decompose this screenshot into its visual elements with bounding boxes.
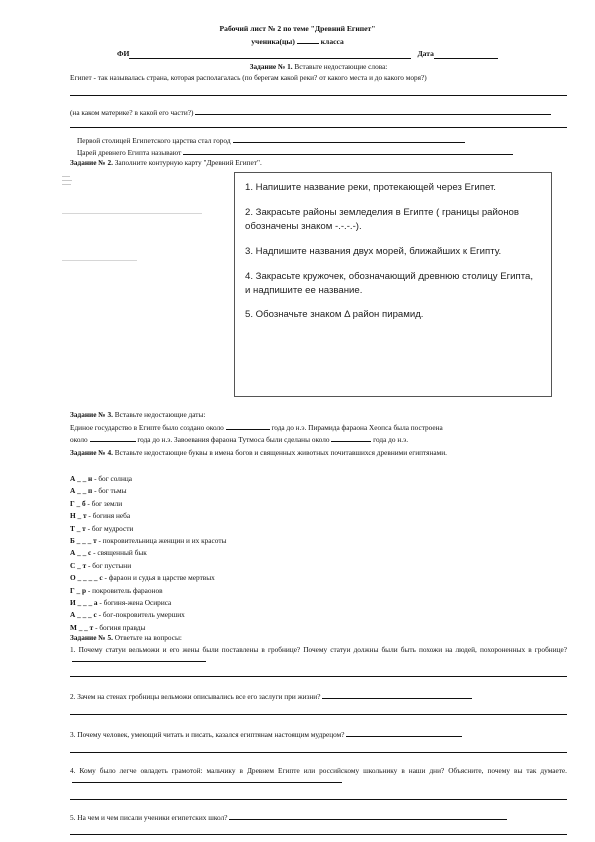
student-class-line: ученика(цы) класса <box>251 37 344 46</box>
question-2: 2. Зачем на стенах гробницы вельможи описывались все его заслуги при жизни? <box>70 691 567 701</box>
list-item[interactable]: Г _ р - покровитель фараонов <box>70 585 163 595</box>
task1-text4: Царей древнего Египта называют <box>77 147 574 157</box>
answer-line[interactable] <box>70 127 567 128</box>
question-4: 4. Кому было легче овладеть грамотой: мальчику в Древнем Египте или российскому школьнику в наши дни? Объясните, почему вы так думаете. <box>70 766 567 786</box>
gods-list <box>70 474 370 635</box>
answer-blank[interactable] <box>346 729 462 737</box>
task1-text3: Первой столицей Египетского царства стал город <box>77 135 574 145</box>
list-item[interactable]: А _ _ с - священный бык <box>70 548 147 558</box>
worksheet-title: Рабочий лист № 2 по теме "Древний Египет" <box>219 24 376 33</box>
answer-line[interactable] <box>70 834 567 835</box>
answer-blank[interactable] <box>72 775 342 783</box>
task1-title: Задание № 1. Вставьте недостающие слова: <box>249 62 388 71</box>
list-item[interactable]: И _ _ _ а - богиня-жена Осириса <box>70 597 172 607</box>
contour-map-image <box>62 172 212 282</box>
date-blank-3[interactable] <box>331 434 371 442</box>
capital-blank[interactable] <box>233 135 465 143</box>
map-task-2: 2. Закрасьте районы земледелия в Египте ( границы районов обозначены знаком -.-.-.-). <box>245 206 519 232</box>
answer-line[interactable] <box>70 714 567 715</box>
fio-blank[interactable] <box>129 49 411 59</box>
list-item[interactable]: Т _ т - бог мудрости <box>70 523 134 533</box>
date-blank-2[interactable] <box>90 434 136 442</box>
list-item[interactable]: А _ _ _ с - бог-покровитель умерших <box>70 610 185 620</box>
fio-label: ФИ <box>117 49 130 58</box>
list-item[interactable]: Н _ т - богиня неба <box>70 511 131 521</box>
answer-blank[interactable] <box>229 812 507 820</box>
question-3: 3. Почему человек, умеющий читать и писать, казался египтянам настоящим мудрецом? <box>70 729 567 739</box>
list-item[interactable]: Г _ б - бог земли <box>70 498 123 508</box>
list-item[interactable]: А _ _ н - бог солнца <box>70 474 132 483</box>
task1-text1: Египет - так называлась страна, которая располагалась (по берегам какой реки? от какого места и до какого моря?) <box>70 73 427 82</box>
map-task-3: 3. Надпишите названия двух морей, ближайших к Египту. <box>245 245 502 257</box>
task1-text2: (на каком материке? в какой его части?) <box>70 107 567 117</box>
task3-line2: около года до н.э. Завоевания фараона Тутмоса были сделаны около года до н.э. <box>70 435 409 444</box>
class-blank[interactable] <box>297 36 319 44</box>
answer-line[interactable] <box>70 95 567 96</box>
date-label: Дата <box>417 49 434 58</box>
task2-title: Задание № 2. Заполните контурную карту "Древний Египет". <box>70 158 262 167</box>
task3-title: Задание № 3. Вставьте недостающие даты: <box>70 410 206 419</box>
answer-line[interactable] <box>70 676 567 677</box>
list-item[interactable]: Б _ _ _ т - покровительница женщин и их красоты <box>70 535 227 545</box>
map-task-4: 4. Закрасьте кружочек, обозначающий древнюю столицу Египта, и надпишите ее название. <box>245 270 533 296</box>
map-task-1: 1. Напишите название реки, протекающей через Египет. <box>245 182 496 193</box>
name-date-line <box>117 49 507 59</box>
answer-blank[interactable] <box>322 691 472 699</box>
list-item[interactable]: А _ _ п - бог тьмы <box>70 486 127 496</box>
answer-blank[interactable] <box>72 654 206 662</box>
date-blank[interactable] <box>434 49 498 59</box>
answer-line[interactable] <box>70 752 567 753</box>
map-tasks-box <box>234 172 552 397</box>
task5-title: Задание № 5. Ответьте на вопросы: <box>70 633 182 642</box>
task4-title: Задание № 4. Вставьте недостающие буквы в имена богов и священных животных почитавшихся древними египтянами. <box>70 448 447 457</box>
list-item[interactable]: С _ т - бог пустыни <box>70 560 132 570</box>
list-item[interactable]: М _ _ т - богиня правды <box>70 622 146 632</box>
answer-blank[interactable] <box>195 107 551 115</box>
list-item[interactable]: О _ _ _ _ с - фараон и судья в царстве мертвых <box>70 573 215 583</box>
answer-line[interactable] <box>70 799 567 800</box>
task3-line1: Единое государство в Египте было создано около года до н.э. Пирамида фараона Хеопса была построена <box>70 423 443 432</box>
pharaoh-blank[interactable] <box>183 147 513 155</box>
date-blank-1[interactable] <box>226 422 270 430</box>
map-task-5: 5. Обозначьте знаком Δ район пирамид. <box>245 309 424 321</box>
question-1: 1. Почему статуи вельможи и его жены были поставлены в гробнице? Почему статуи должны были быть похожи на людей, похороненных в гробнице? <box>70 645 567 665</box>
question-5: 5. На чем и чем писали ученики египетских школ? <box>70 812 567 822</box>
